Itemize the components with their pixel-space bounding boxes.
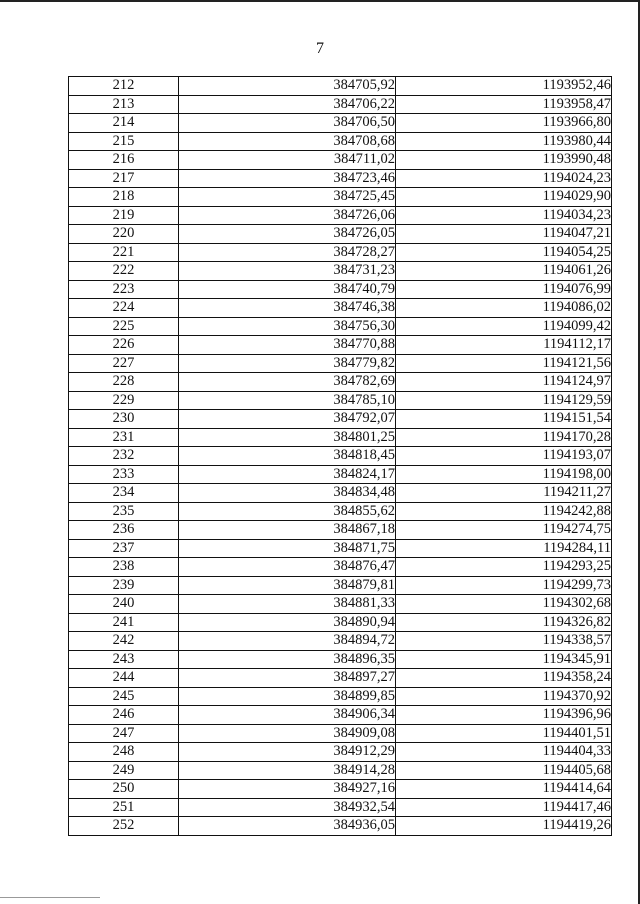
table-row — [69, 262, 612, 281]
x-coordinate-cell: 384708,68 — [179, 132, 396, 151]
point-number-cell: 249 — [69, 761, 179, 780]
x-coordinate-cell: 384871,75 — [179, 539, 396, 558]
table-row — [69, 613, 612, 632]
table-row — [69, 687, 612, 706]
y-coordinate-cell: 1194029,90 — [396, 188, 612, 207]
table-row — [69, 669, 612, 688]
table-row — [69, 151, 612, 170]
point-number-cell: 232 — [69, 447, 179, 466]
x-coordinate-cell: 384731,23 — [179, 262, 396, 281]
x-coordinate-cell: 384896,35 — [179, 650, 396, 669]
table-row — [69, 336, 612, 355]
y-coordinate-cell: 1193966,80 — [396, 114, 612, 133]
table-row — [69, 650, 612, 669]
table-row — [69, 410, 612, 429]
y-coordinate-cell: 1194358,24 — [396, 669, 612, 688]
point-number-cell: 238 — [69, 558, 179, 577]
x-coordinate-cell: 384726,05 — [179, 225, 396, 244]
x-coordinate-cell: 384876,47 — [179, 558, 396, 577]
y-coordinate-cell: 1194242,88 — [396, 502, 612, 521]
point-number-cell: 244 — [69, 669, 179, 688]
x-coordinate-cell: 384914,28 — [179, 761, 396, 780]
point-number-cell: 212 — [69, 77, 179, 96]
x-coordinate-cell: 384818,45 — [179, 447, 396, 466]
point-number-cell: 241 — [69, 613, 179, 632]
x-coordinate-cell: 384927,16 — [179, 780, 396, 799]
table-row — [69, 465, 612, 484]
y-coordinate-cell: 1193980,44 — [396, 132, 612, 151]
table-row — [69, 724, 612, 743]
y-coordinate-cell: 1194034,23 — [396, 206, 612, 225]
y-coordinate-cell: 1194047,21 — [396, 225, 612, 244]
x-coordinate-cell: 384855,62 — [179, 502, 396, 521]
x-coordinate-cell: 384728,27 — [179, 243, 396, 262]
x-coordinate-cell: 384894,72 — [179, 632, 396, 651]
y-coordinate-cell: 1194419,26 — [396, 817, 612, 836]
x-coordinate-cell: 384881,33 — [179, 595, 396, 614]
y-coordinate-cell: 1194302,68 — [396, 595, 612, 614]
x-coordinate-cell: 384770,88 — [179, 336, 396, 355]
table-row — [69, 706, 612, 725]
table-row — [69, 761, 612, 780]
x-coordinate-cell: 384824,17 — [179, 465, 396, 484]
table-row — [69, 558, 612, 577]
point-number-cell: 250 — [69, 780, 179, 799]
table-row — [69, 780, 612, 799]
y-coordinate-cell: 1194345,91 — [396, 650, 612, 669]
y-coordinate-cell: 1193990,48 — [396, 151, 612, 170]
table-row — [69, 132, 612, 151]
x-coordinate-cell: 384834,48 — [179, 484, 396, 503]
y-coordinate-cell: 1194211,27 — [396, 484, 612, 503]
x-coordinate-cell: 384932,54 — [179, 798, 396, 817]
point-number-cell: 218 — [69, 188, 179, 207]
table-row — [69, 632, 612, 651]
y-coordinate-cell: 1194370,92 — [396, 687, 612, 706]
point-number-cell: 229 — [69, 391, 179, 410]
point-number-cell: 224 — [69, 299, 179, 318]
x-coordinate-cell: 384706,50 — [179, 114, 396, 133]
y-coordinate-cell: 1194401,51 — [396, 724, 612, 743]
point-number-cell: 234 — [69, 484, 179, 503]
table-row — [69, 817, 612, 836]
x-coordinate-cell: 384711,02 — [179, 151, 396, 170]
y-coordinate-cell: 1194129,59 — [396, 391, 612, 410]
x-coordinate-cell: 384785,10 — [179, 391, 396, 410]
x-coordinate-cell: 384890,94 — [179, 613, 396, 632]
table-row — [69, 299, 612, 318]
table-row — [69, 428, 612, 447]
y-coordinate-cell: 1194024,23 — [396, 169, 612, 188]
y-coordinate-cell: 1194124,97 — [396, 373, 612, 392]
y-coordinate-cell: 1194054,25 — [396, 243, 612, 262]
table-row — [69, 77, 612, 96]
y-coordinate-cell: 1194405,68 — [396, 761, 612, 780]
table-row — [69, 280, 612, 299]
y-coordinate-cell: 1194396,96 — [396, 706, 612, 725]
point-number-cell: 233 — [69, 465, 179, 484]
y-coordinate-cell: 1194417,46 — [396, 798, 612, 817]
x-coordinate-cell: 384740,79 — [179, 280, 396, 299]
page-number: 7 — [316, 40, 324, 57]
table-row — [69, 206, 612, 225]
y-coordinate-cell: 1194193,07 — [396, 447, 612, 466]
y-coordinate-cell: 1194326,82 — [396, 613, 612, 632]
y-coordinate-cell: 1194293,25 — [396, 558, 612, 577]
y-coordinate-cell: 1194151,54 — [396, 410, 612, 429]
y-coordinate-cell: 1194170,28 — [396, 428, 612, 447]
table-row — [69, 521, 612, 540]
y-coordinate-cell: 1193952,46 — [396, 77, 612, 96]
point-number-cell: 216 — [69, 151, 179, 170]
y-coordinate-cell: 1194076,99 — [396, 280, 612, 299]
table-row — [69, 188, 612, 207]
point-number-cell: 240 — [69, 595, 179, 614]
x-coordinate-cell: 384909,08 — [179, 724, 396, 743]
table-row — [69, 595, 612, 614]
coordinates-table — [68, 76, 612, 836]
table-row — [69, 743, 612, 762]
point-number-cell: 227 — [69, 354, 179, 373]
x-coordinate-cell: 384782,69 — [179, 373, 396, 392]
x-coordinate-cell: 384706,22 — [179, 95, 396, 114]
y-coordinate-cell: 1194198,00 — [396, 465, 612, 484]
point-number-cell: 217 — [69, 169, 179, 188]
point-number-cell: 247 — [69, 724, 179, 743]
x-coordinate-cell: 384725,45 — [179, 188, 396, 207]
point-number-cell: 245 — [69, 687, 179, 706]
x-coordinate-cell: 384726,06 — [179, 206, 396, 225]
point-number-cell: 228 — [69, 373, 179, 392]
table-row — [69, 373, 612, 392]
table-row — [69, 225, 612, 244]
table-row — [69, 576, 612, 595]
x-coordinate-cell: 384792,07 — [179, 410, 396, 429]
point-number-cell: 226 — [69, 336, 179, 355]
table-row — [69, 243, 612, 262]
point-number-cell: 221 — [69, 243, 179, 262]
point-number-cell: 220 — [69, 225, 179, 244]
y-coordinate-cell: 1194112,17 — [396, 336, 612, 355]
x-coordinate-cell: 384879,81 — [179, 576, 396, 595]
y-coordinate-cell: 1194338,57 — [396, 632, 612, 651]
x-coordinate-cell: 384705,92 — [179, 77, 396, 96]
x-coordinate-cell: 384936,05 — [179, 817, 396, 836]
point-number-cell: 242 — [69, 632, 179, 651]
point-number-cell: 235 — [69, 502, 179, 521]
x-coordinate-cell: 384899,85 — [179, 687, 396, 706]
point-number-cell: 236 — [69, 521, 179, 540]
y-coordinate-cell: 1194404,33 — [396, 743, 612, 762]
table-row — [69, 539, 612, 558]
point-number-cell: 252 — [69, 817, 179, 836]
point-number-cell: 230 — [69, 410, 179, 429]
table-row — [69, 484, 612, 503]
point-number-cell: 246 — [69, 706, 179, 725]
footer-line — [0, 897, 100, 898]
x-coordinate-cell: 384897,27 — [179, 669, 396, 688]
y-coordinate-cell: 1194086,02 — [396, 299, 612, 318]
point-number-cell: 213 — [69, 95, 179, 114]
point-number-cell: 239 — [69, 576, 179, 595]
table-row — [69, 447, 612, 466]
x-coordinate-cell: 384746,38 — [179, 299, 396, 318]
x-coordinate-cell: 384906,34 — [179, 706, 396, 725]
coordinates-table-body — [69, 77, 612, 836]
x-coordinate-cell: 384779,82 — [179, 354, 396, 373]
point-number-cell: 219 — [69, 206, 179, 225]
table-row — [69, 354, 612, 373]
y-coordinate-cell: 1194299,73 — [396, 576, 612, 595]
y-coordinate-cell: 1194284,11 — [396, 539, 612, 558]
table-row — [69, 317, 612, 336]
table-row — [69, 798, 612, 817]
y-coordinate-cell: 1193958,47 — [396, 95, 612, 114]
point-number-cell: 248 — [69, 743, 179, 762]
y-coordinate-cell: 1194061,26 — [396, 262, 612, 281]
x-coordinate-cell: 384912,29 — [179, 743, 396, 762]
point-number-cell: 237 — [69, 539, 179, 558]
table-row — [69, 502, 612, 521]
scan-edge-top — [0, 0, 640, 2]
point-number-cell: 222 — [69, 262, 179, 281]
x-coordinate-cell: 384801,25 — [179, 428, 396, 447]
point-number-cell: 223 — [69, 280, 179, 299]
table-row — [69, 169, 612, 188]
table-row — [69, 114, 612, 133]
table-row — [69, 391, 612, 410]
y-coordinate-cell: 1194121,56 — [396, 354, 612, 373]
y-coordinate-cell: 1194274,75 — [396, 521, 612, 540]
point-number-cell: 215 — [69, 132, 179, 151]
point-number-cell: 231 — [69, 428, 179, 447]
point-number-cell: 251 — [69, 798, 179, 817]
point-number-cell: 214 — [69, 114, 179, 133]
table-row — [69, 95, 612, 114]
x-coordinate-cell: 384756,30 — [179, 317, 396, 336]
x-coordinate-cell: 384723,46 — [179, 169, 396, 188]
y-coordinate-cell: 1194099,42 — [396, 317, 612, 336]
point-number-cell: 243 — [69, 650, 179, 669]
y-coordinate-cell: 1194414,64 — [396, 780, 612, 799]
x-coordinate-cell: 384867,18 — [179, 521, 396, 540]
point-number-cell: 225 — [69, 317, 179, 336]
